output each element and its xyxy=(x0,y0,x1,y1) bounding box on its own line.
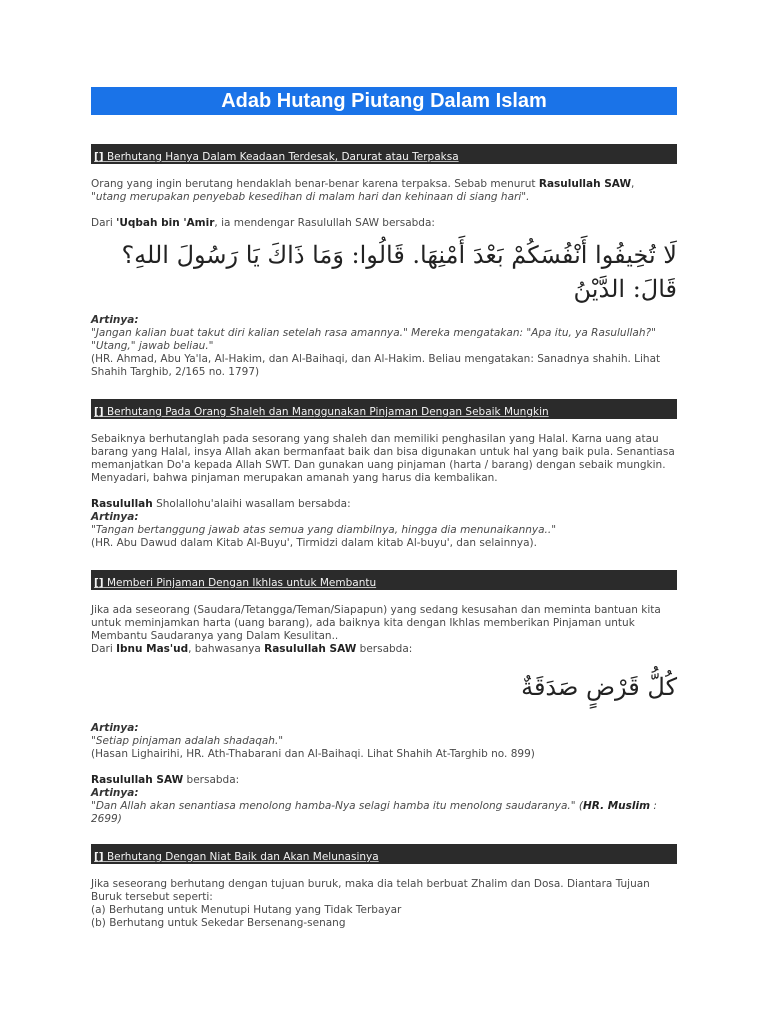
rasulullah-suffix: Sholallohu'alaihi wasallam bersabda: xyxy=(152,498,351,510)
section-heading-text: Berhutang Dengan Niat Baik dan Akan Melunasinya xyxy=(106,851,379,863)
translation xyxy=(91,524,677,537)
section-heading-text: Berhutang Pada Orang Shaleh dan Manggunakan Pinjaman Dengan Sebaik Mungkin xyxy=(106,406,549,418)
section-heading-text: Memberi Pinjaman Dengan Ikhlas untuk Membantu xyxy=(106,577,377,589)
narrator-prefix: Dari xyxy=(91,217,113,229)
section-heading-2 xyxy=(91,399,677,419)
section-bracket: [] xyxy=(94,151,104,163)
hadith-reference: (Hasan Lighairihi, HR. Ath-Thabarani dan Al-Baihaqi. Lihat Shahih At-Targhib no. 899) xyxy=(91,748,535,760)
page-title: Adab Hutang Piutang Dalam Islam xyxy=(91,87,677,115)
translation-text: "Dan Allah akan senantiasa menolong hamba-Nya selagi hamba itu menolong saudaranya." ( xyxy=(91,800,583,812)
section-1-paragraph xyxy=(91,178,677,204)
list-item: (b) Berhutang untuk Sekedar Bersenang-senang xyxy=(91,917,346,929)
narrator-name: 'Uqbah bin 'Amir xyxy=(116,217,215,229)
narrator-suffix: , ia mendengar Rasulullah SAW bersabda: xyxy=(214,217,435,229)
bold-term: Rasulullah SAW xyxy=(91,774,184,786)
translation-end: : 2699) xyxy=(91,800,657,825)
artinya-label: Artinya: xyxy=(91,314,139,326)
section-heading-4 xyxy=(91,844,677,864)
translation-line: "Setiap pinjaman adalah shadaqah." xyxy=(91,735,284,747)
hadith-reference: (HR. Ahmad, Abu Ya'la, Al-Hakim, dan Al-Baihaqi, dan Al-Hakim. Beliau mengatakan: Sanadnya shahih. Lihat Shahih Targhib, 2/165 no. 1797) xyxy=(91,353,661,378)
bold-term: HR. Muslim xyxy=(583,800,651,812)
narrator-suffix: bersabda: xyxy=(356,643,413,655)
section-heading-text: Berhutang Hanya Dalam Keadaan Terdesak, Darurat atau Terpaksa xyxy=(106,151,459,163)
narrator-middle: , bahwasanya xyxy=(188,643,265,655)
section-heading-3 xyxy=(91,570,677,590)
comma: , xyxy=(631,178,635,190)
bold-term: Rasulullah SAW xyxy=(264,643,357,655)
section-bracket: [] xyxy=(94,577,104,589)
bold-term: Rasulullah SAW xyxy=(538,178,632,190)
arabic-hadith-text: كُلُّ قَرْضٍ صَدَقَةٌ xyxy=(521,673,677,701)
artinya-label: Artinya: xyxy=(91,722,139,734)
translation xyxy=(91,327,677,353)
arabic-hadith-text: لَا تُخِيفُوا أَنْفُسَكُمْ بَعْدَ أَمْنِهَا. قَالُوا: وَمَا ذَاكَ يَا رَسُولَ اللهِ؟ قَالَ: الدَّيْنُ xyxy=(121,241,677,303)
narrator-line xyxy=(91,643,677,656)
translation-line: "Tangan bertanggung jawab atas semua yang diambilnya, hingga dia menunaikannya.." xyxy=(91,524,557,536)
section-bracket: [] xyxy=(94,406,104,418)
narrator-prefix: Dari xyxy=(91,643,117,655)
section-2-paragraph: Sebaiknya berhutanglah pada sesorang yang shaleh dan memiliki penghasilan yang Halal. Karna uang atau barang yang Halal, insya Allah akan bermanfaat baik dan bisa digunakan untuk hal yang baik pula. Senantiasa memanjatkan Do'a kepada Allah SWT. Dan gunakan uang pinjaman (harta / barang) dengan sebaik mungkin. Menyadari, bahwa pinjaman merupakan amanah yang harus dia kembalikan. xyxy=(91,433,675,484)
section-4-paragraph: Jika seseorang berhutang dengan tujuan buruk, maka dia telah berbuat Zhalim dan Dosa. Diantara Tujuan Buruk tersebut seperti: xyxy=(91,878,650,903)
document-page xyxy=(91,87,677,930)
translation-line-1: "Jangan kalian buat takut diri kalian setelah rasa amannya." Mereka mengatakan: "Apa itu, ya Rasulullah?" xyxy=(91,327,656,339)
translation xyxy=(91,735,677,748)
list-item: (a) Berhutang untuk Menutupi Hutang yang Tidak Terbayar xyxy=(91,904,402,916)
narrator-name: Ibnu Mas'ud xyxy=(116,643,189,655)
bold-term: Rasulullah xyxy=(91,498,153,510)
section-3-paragraph: Jika ada seseorang (Saudara/Tetangga/Teman/Siapapun) yang sedang kesusahan dan meminta bantuan kita untuk meminjamkan harta (uang barang), ada baiknya kita dengan Ikhlas memberikan Pinjaman untuk Membantu Saudaranya yang Dalam Kesulitan.. xyxy=(91,604,661,642)
rasulullah-line xyxy=(91,774,677,787)
artinya-label: Artinya: xyxy=(91,787,139,799)
artinya-label: Artinya: xyxy=(91,511,139,523)
hadith-reference: (HR. Abu Dawud dalam Kitab Al-Buyu', Tirmidzi dalam kitab Al-buyu', dan selainnya). xyxy=(91,537,537,549)
paragraph-text: Orang yang ingin berutang hendaklah benar-benar karena terpaksa. Sebab menurut xyxy=(91,178,536,190)
rasulullah-suffix: bersabda: xyxy=(183,774,240,786)
translation-line-2: "Utang," jawab beliau." xyxy=(91,340,214,352)
translation xyxy=(91,800,677,826)
italic-quote: "utang merupakan penyebab kesedihan di malam hari dan kehinaan di siang hari". xyxy=(91,191,530,203)
section-heading-1 xyxy=(91,144,677,164)
section-bracket: [] xyxy=(94,851,104,863)
section-1-narrator-line xyxy=(91,217,677,230)
rasulullah-line xyxy=(91,498,677,511)
